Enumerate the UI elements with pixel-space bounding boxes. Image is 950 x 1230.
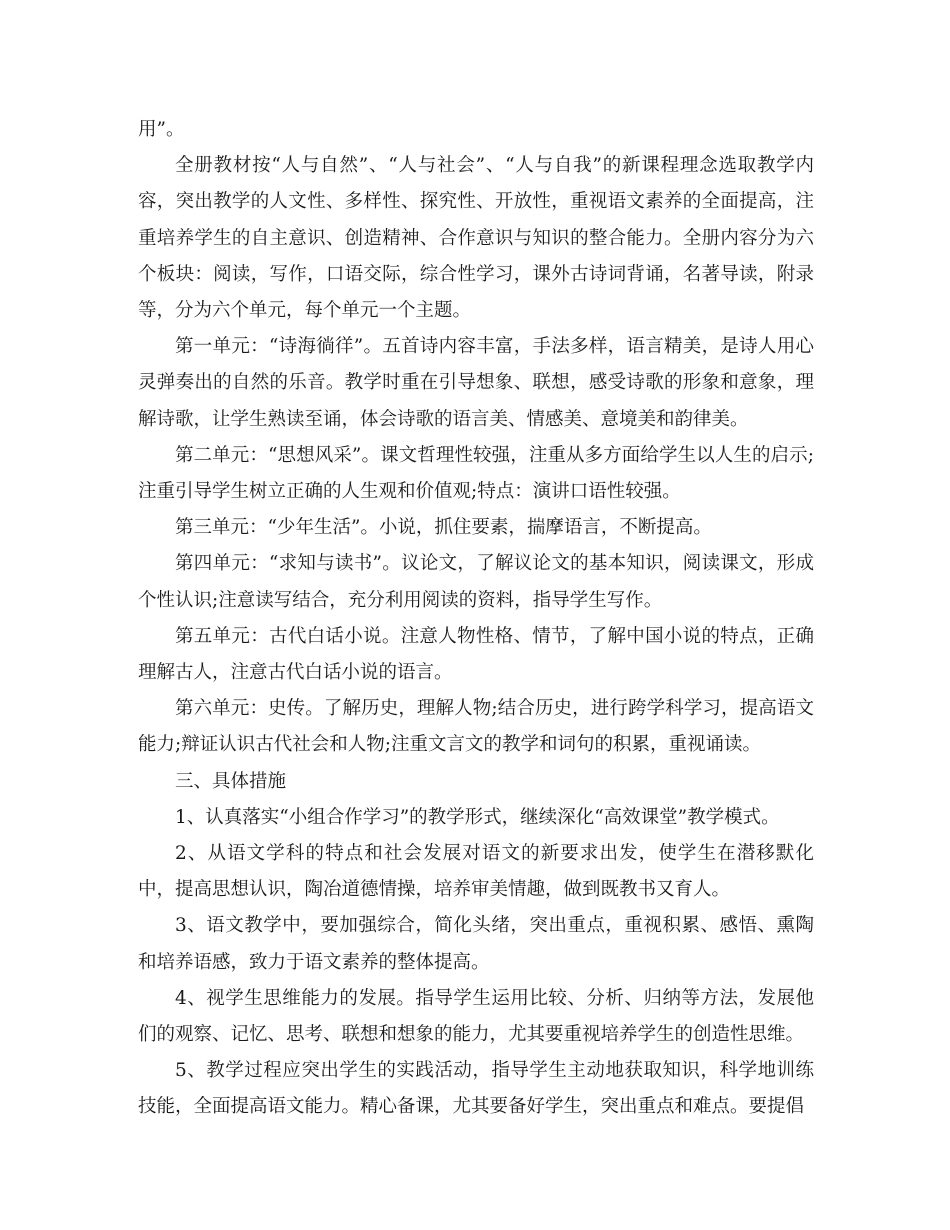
paragraph-unit-3: 第三单元：“少年生活”。小说，抓住要素，揣摩语言，不断提高。: [175, 517, 712, 539]
measure-item-5: 5、教学过程应突出学生的实践活动，指导学生主动地获取知识，科学地训练技能，全面提高语文能力。精心备课，尤其要备好学生，突出重点和难点。要提倡: [138, 1060, 814, 1118]
document-body: [138, 112, 814, 1126]
measure-item-3: 3、语文教学中，要加强综合，简化头绪，突出重点，重视积累、感悟、熏陶和培养语感，致力于语文素养的整体提高。: [138, 915, 814, 973]
paragraph-unit-6: 第六单元：史传。了解历史，理解人物;结合历史，进行跨学科学习，提高语文能力;辩证认识古代社会和人物;注重文言文的教学和词句的积累，重视诵读。: [138, 698, 814, 756]
measure-item-2: 2、从语文学科的特点和社会发展对语文的新要求出发，使学生在潜移默化中，提高思想认识，陶冶道德情操，培养审美情趣，做到既教书又育人。: [138, 843, 814, 901]
paragraph-continuation: 用”。: [138, 119, 185, 140]
section-heading-measures: 三、具体措施: [175, 770, 287, 792]
paragraph-textbook-overview: 全册教材按“人与自然”、“人与社会”、“人与自我”的新课程理念选取教学内容，突出教学的人文性、多样性、探究性、开放性，重视语文素养的全面提高，注重培养学生的自主意识、创造精神、合作意识与知识的整合能力。全册内容分为六个板块：阅读，写作，口语交际，综合性学习，课外古诗词背诵，名著导读，附录等，分为六个单元，每个单元一个主题。: [138, 155, 814, 322]
measure-item-4: 4、视学生思维能力的发展。指导学生运用比较、分析、归纳等方法，发展他们的观察、记忆、思考、联想和想象的能力，尤其要重视培养学生的创造性思维。: [138, 987, 814, 1046]
paragraph-unit-5: 第五单元：古代白话小说。注意人物性格、情节，了解中国小说的特点，正确理解古人，注意古代白话小说的语言。: [138, 625, 814, 684]
paragraph-unit-2: 第二单元：“思想风采”。课文哲理性较强，注重从多方面给学生以人生的启示;注重引导学生树立正确的人生观和价值观;特点：演讲口语性较强。: [138, 444, 814, 503]
measure-item-1: 1、认真落实“小组合作学习”的教学形式，继续深化“高效课堂”教学模式。: [175, 806, 780, 828]
paragraph-unit-4: 第四单元：“求知与读书”。议论文，了解议论文的基本知识，阅读课文，形成个性认识;注意读写结合，充分利用阅读的资料，指导学生写作。: [138, 553, 814, 611]
paragraph-unit-1: 第一单元：“诗海徜徉”。五首诗内容丰富，手法多样，语言精美，是诗人用心灵弹奏出的自然的乐音。教学时重在引导想象、联想，感受诗歌的形象和意象，理解诗歌，让学生熟读至诵，体会诗歌的语言美、情感美、意境美和韵律美。: [138, 336, 814, 430]
